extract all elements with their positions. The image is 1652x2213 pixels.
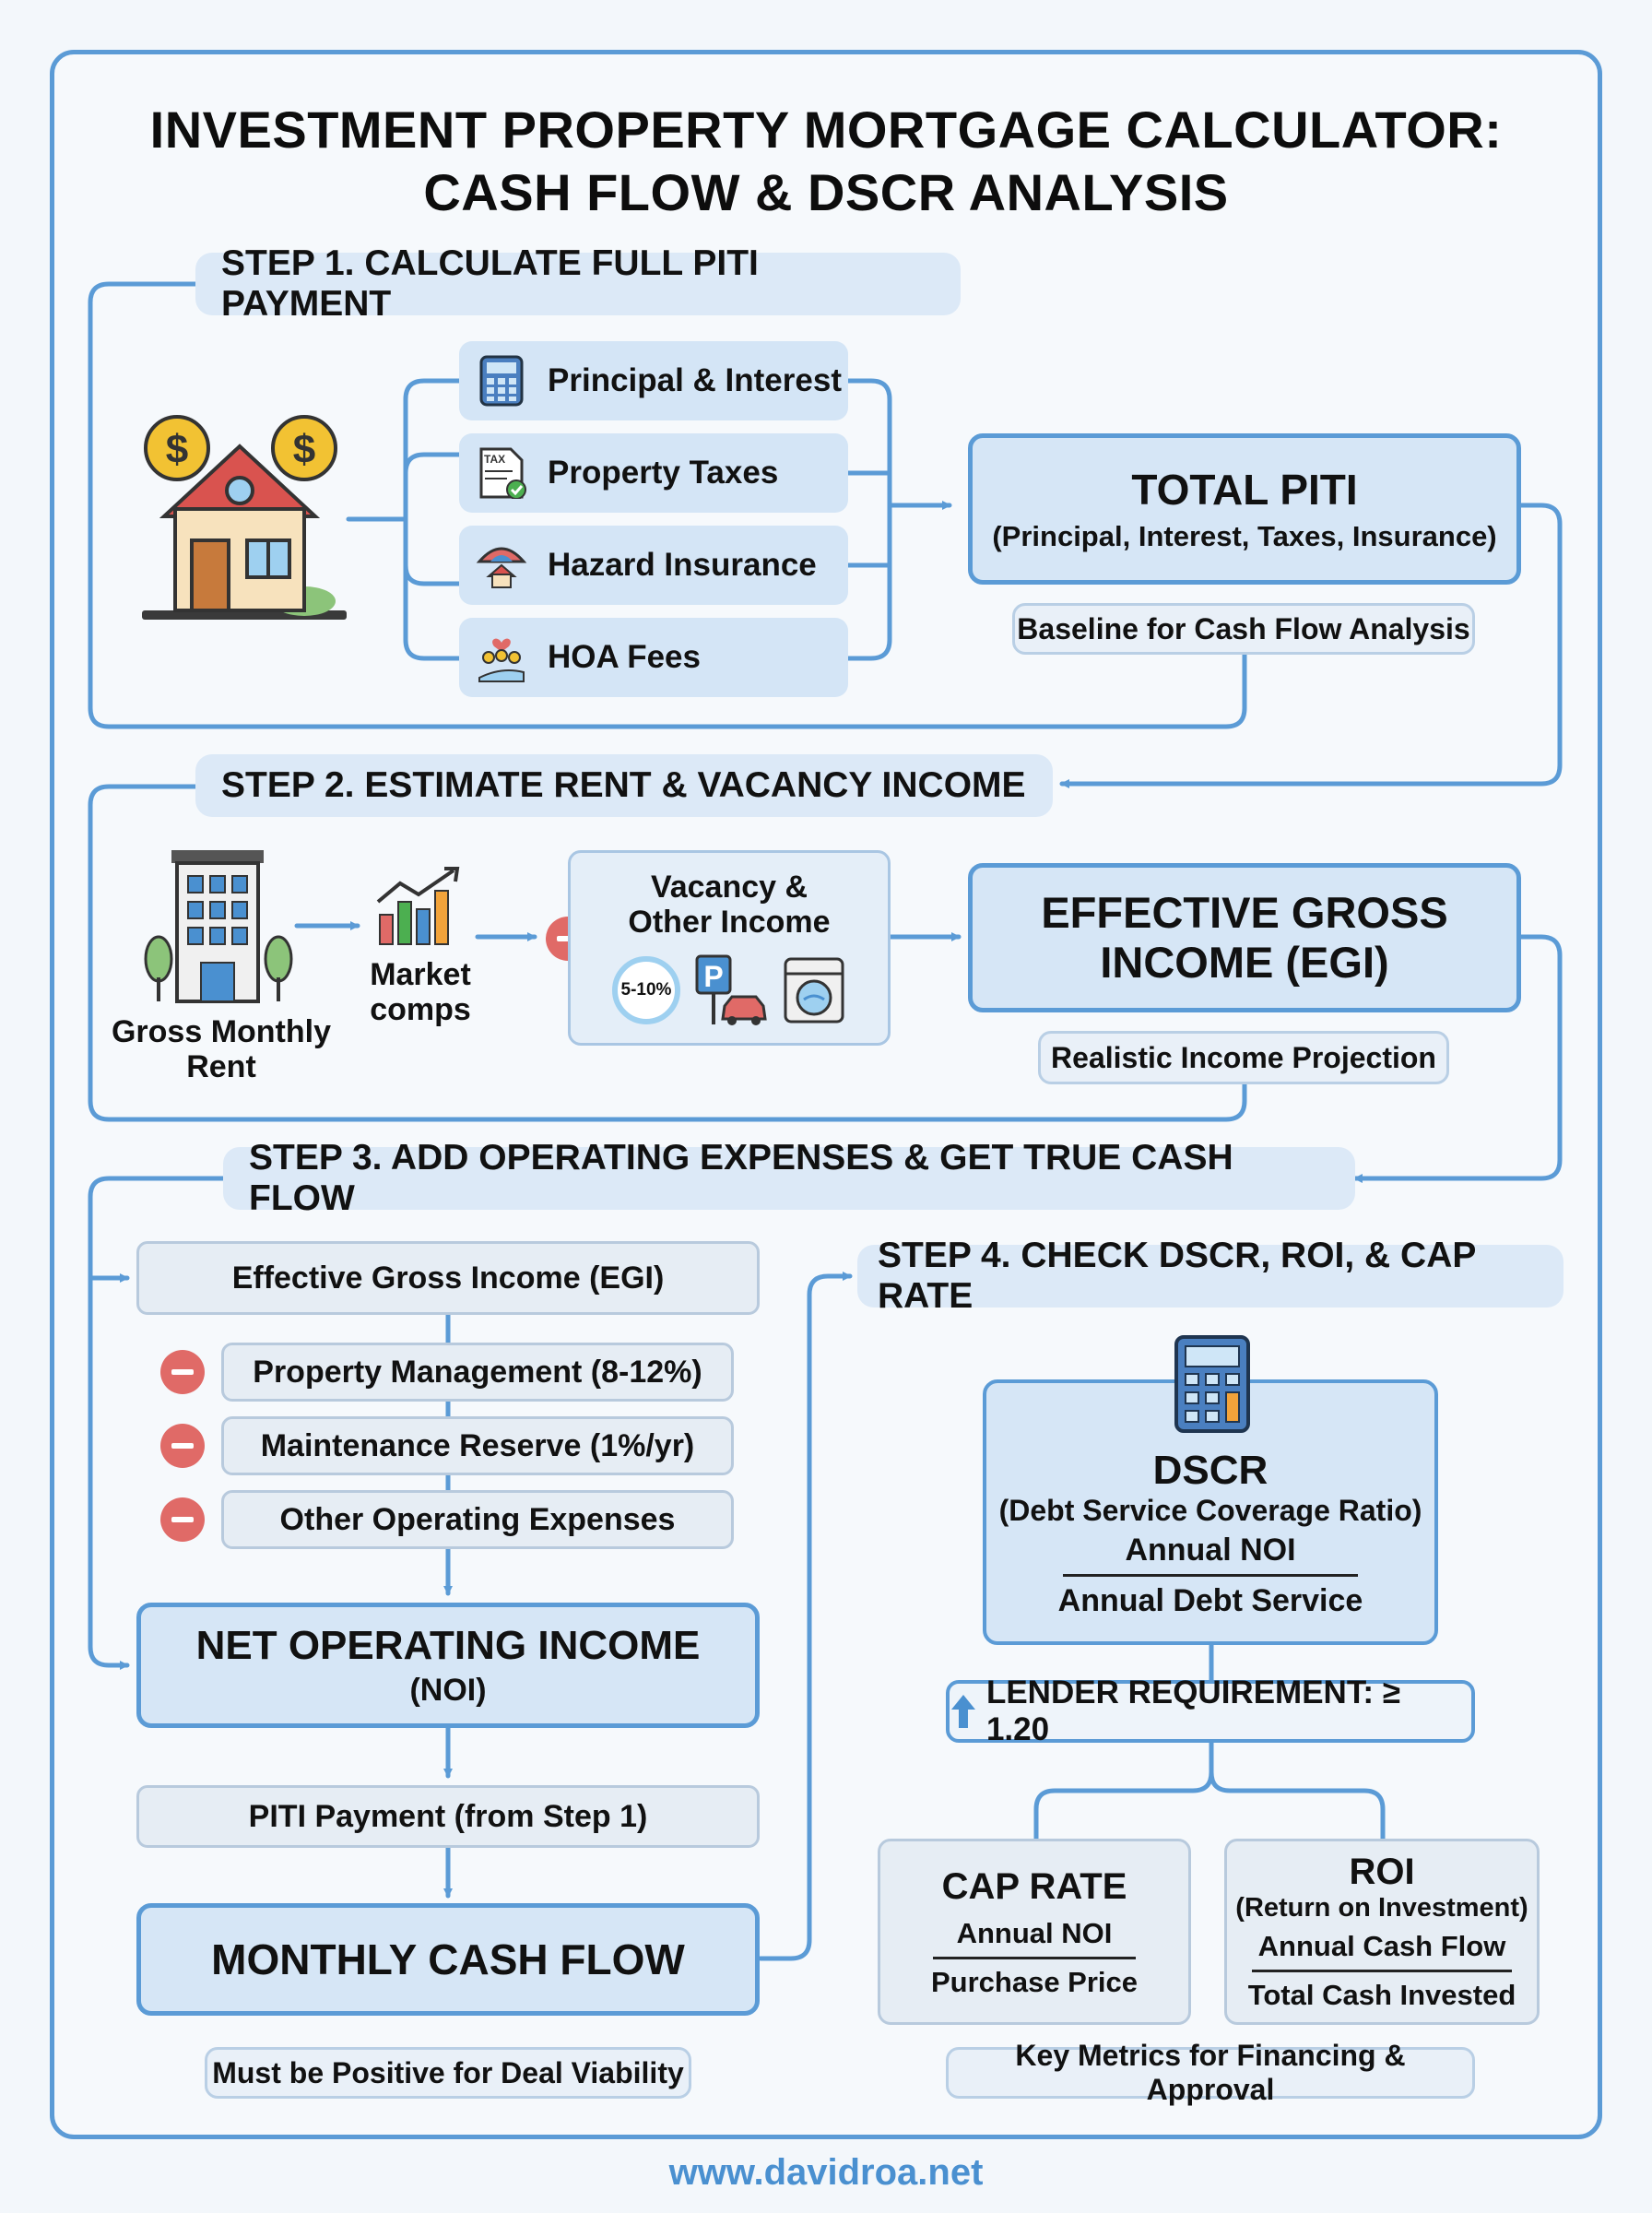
total-piti-box: [968, 433, 1521, 585]
key-metrics-tag: Key Metrics for Financing & Approval: [946, 2047, 1475, 2099]
egi-title-line-2: INCOME (EGI): [1100, 938, 1389, 987]
washing-machine-icon: [782, 955, 846, 1025]
piti-item-principal-interest: [459, 341, 848, 420]
dscr-subtitle: (Debt Service Coverage Ratio): [998, 1494, 1422, 1527]
bar-chart-trend-icon: [372, 865, 465, 948]
coin-symbol-right: $: [292, 427, 316, 472]
roi-subtitle: (Return on Investment): [1235, 1892, 1528, 1923]
calculator-icon: [476, 355, 527, 407]
dscr-numerator: Annual NOI: [1125, 1533, 1296, 1568]
vacancy-other-income-box: [568, 850, 891, 1046]
title-line-1: INVESTMENT PROPERTY MORTGAGE CALCULATOR:: [149, 101, 1503, 159]
umbrella-house-icon: [476, 539, 527, 591]
monthly-cash-flow-box: MONTHLY CASH FLOW: [136, 1903, 760, 2016]
total-piti-title: TOTAL PITI: [1131, 466, 1358, 514]
positive-viability-tag: Must be Positive for Deal Viability: [205, 2047, 691, 2099]
rent-label-line-1: Gross Monthly: [111, 1014, 332, 1049]
dscr-fraction-bar: [1063, 1574, 1359, 1577]
step1-header: STEP 1. CALCULATE FULL PITI PAYMENT: [195, 253, 961, 315]
step4-header: STEP 4. CHECK DSCR, ROI, & CAP RATE: [857, 1245, 1564, 1308]
roi-box: [1224, 1839, 1540, 2025]
cap-rate-box: [878, 1839, 1191, 2025]
piti-item-label: Hazard Insurance: [548, 547, 817, 583]
tax-label: TAX: [484, 453, 506, 466]
noi-box: [136, 1603, 760, 1728]
vacancy-title-line-1: Vacancy &: [650, 870, 808, 905]
roi-title: ROI: [1349, 1851, 1415, 1892]
community-hand-icon: [476, 632, 527, 683]
expense-maintenance-reserve: Maintenance Reserve (1%/yr): [221, 1416, 734, 1475]
minus-icon: [160, 1350, 205, 1394]
tax-document-icon: [476, 447, 527, 499]
piti-item-hazard-insurance: [459, 526, 848, 605]
piti-payment-box: PITI Payment (from Step 1): [136, 1785, 760, 1848]
comps-label-line-1: Market: [370, 957, 471, 992]
lender-requirement-text: LENDER REQUIREMENT: ≥ 1.20: [985, 1675, 1400, 1747]
noi-title: NET OPERATING INCOME: [195, 1622, 701, 1668]
minus-icon: [160, 1497, 205, 1542]
step2-header: STEP 2. ESTIMATE RENT & VACANCY INCOME: [195, 754, 1053, 817]
piti-item-hoa-fees: [459, 618, 848, 697]
dscr-title: DSCR: [1152, 1448, 1268, 1493]
title-line-2: CASH FLOW & DSCR ANALYSIS: [423, 163, 1229, 221]
cap-rate-title: CAP RATE: [941, 1865, 1127, 1907]
roi-denominator: Total Cash Invested: [1247, 1978, 1516, 2011]
noi-subtitle: (NOI): [409, 1672, 487, 1708]
minus-icon: [160, 1424, 205, 1468]
footer-url[interactable]: www.davidroa.net: [668, 2152, 984, 2193]
market-comps-label: [347, 953, 494, 1031]
vacancy-title-line-2: Other Income: [628, 905, 831, 940]
gross-monthly-rent-label: [101, 1011, 341, 1088]
expense-other-operating: Other Operating Expenses: [221, 1490, 734, 1549]
dscr-denominator: Annual Debt Service: [1057, 1583, 1363, 1618]
house-dollar-icon: [138, 406, 350, 627]
egi-start-box: Effective Gross Income (EGI): [136, 1241, 760, 1315]
egi-title-line-1: EFFECTIVE GROSS: [1041, 888, 1448, 937]
cap-rate-denominator: Purchase Price: [930, 1965, 1139, 1998]
total-piti-subtitle: (Principal, Interest, Taxes, Insurance): [992, 520, 1497, 552]
piti-item-label: HOA Fees: [548, 639, 701, 675]
coin-symbol-left: $: [165, 427, 189, 472]
piti-item-label: Property Taxes: [548, 455, 779, 491]
realistic-income-tag: Realistic Income Projection: [1038, 1031, 1449, 1084]
step3-header: STEP 3. ADD OPERATING EXPENSES & GET TRUE CASH FLOW: [223, 1147, 1355, 1210]
vacancy-rate-gauge: 5-10%: [612, 956, 680, 1024]
roi-fraction-bar: [1252, 1970, 1512, 1972]
calculator-icon: [1171, 1333, 1254, 1435]
expense-property-management: Property Management (8-12%): [221, 1343, 734, 1402]
baseline-tag: Baseline for Cash Flow Analysis: [1012, 603, 1475, 655]
piti-item-property-taxes: [459, 433, 848, 513]
rent-label-line-2: Rent: [186, 1049, 256, 1084]
egi-box: [968, 863, 1521, 1012]
cap-rate-fraction-bar: [933, 1957, 1136, 1959]
cap-rate-numerator: Annual NOI: [956, 1916, 1113, 1949]
roi-numerator: Annual Cash Flow: [1257, 1929, 1506, 1962]
comps-label-line-2: comps: [370, 992, 471, 1027]
parking-symbol: P: [703, 960, 724, 993]
up-arrow-icon: [950, 1693, 977, 1730]
parking-car-icon: [693, 953, 769, 1028]
lender-requirement-box: [946, 1675, 1475, 1747]
piti-item-label: Principal & Interest: [548, 362, 842, 398]
apartment-building-icon: [140, 848, 297, 1005]
